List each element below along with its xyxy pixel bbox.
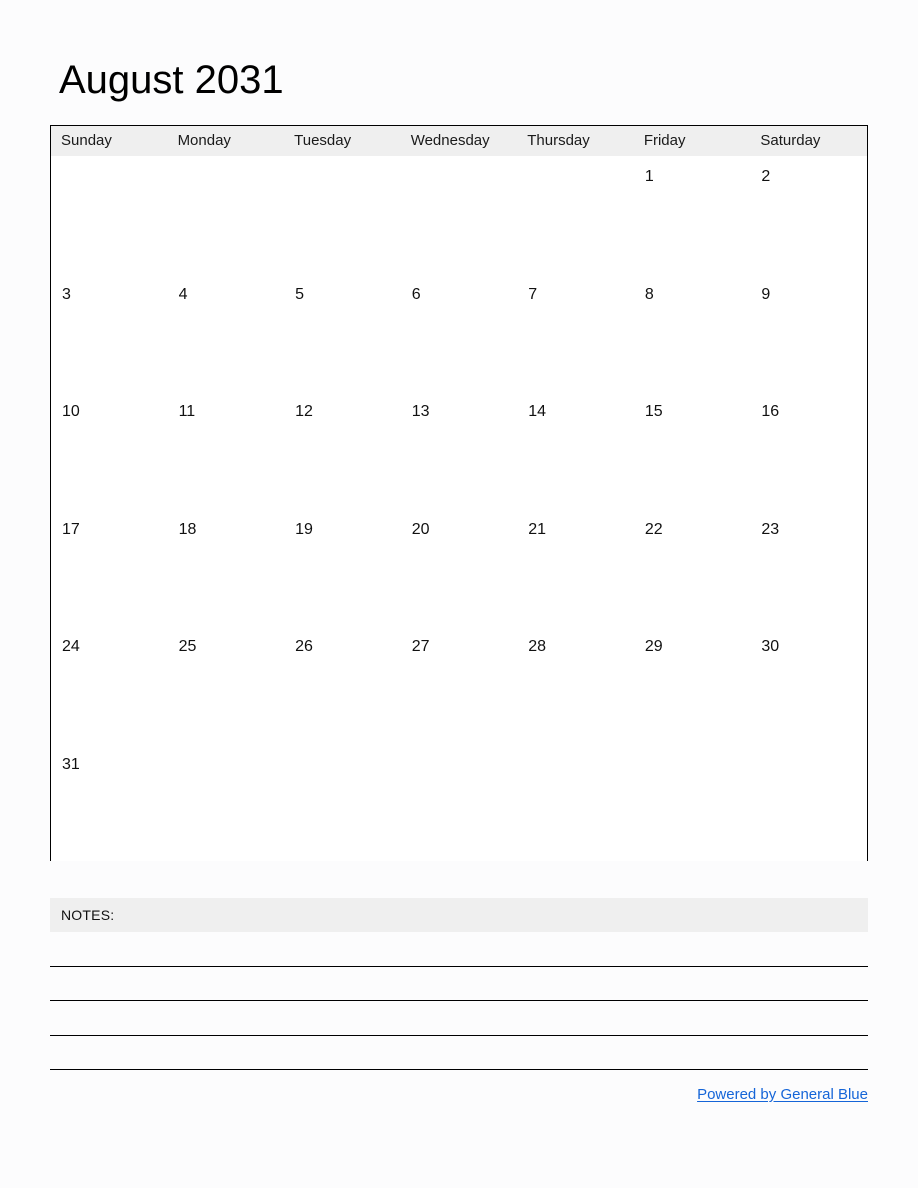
calendar-week-row — [51, 391, 867, 509]
calendar-day-cell[interactable] — [401, 626, 518, 744]
day-number: 18 — [178, 520, 197, 538]
calendar-body — [51, 156, 867, 861]
calendar-day-cell[interactable] — [517, 274, 634, 392]
calendar-day-cell[interactable] — [750, 744, 867, 862]
calendar-day-cell[interactable] — [750, 391, 867, 509]
day-number: 4 — [178, 285, 188, 303]
day-number: 26 — [295, 638, 313, 655]
notes-write-line[interactable] — [50, 1000, 868, 1001]
calendar-day-cell[interactable] — [51, 274, 168, 392]
calendar-day-cell[interactable] — [401, 509, 518, 627]
calendar-day-cell[interactable] — [284, 626, 401, 744]
calendar-header-row — [51, 126, 867, 156]
day-number: 30 — [761, 638, 780, 655]
calendar-day-cell[interactable] — [168, 156, 285, 274]
notes-write-line[interactable] — [50, 966, 868, 967]
calendar-day-cell[interactable] — [51, 391, 168, 509]
day-number: 20 — [411, 520, 430, 538]
day-number: 22 — [644, 520, 663, 538]
day-number: 21 — [528, 520, 547, 538]
notes-label: NOTES: — [61, 907, 115, 923]
day-number: 16 — [761, 403, 780, 420]
day-number: 25 — [178, 638, 197, 655]
calendar-day-cell[interactable] — [634, 274, 751, 392]
calendar-day-cell[interactable] — [634, 509, 751, 627]
calendar-day-cell[interactable] — [51, 626, 168, 744]
day-number: 8 — [644, 285, 654, 303]
calendar-day-cell[interactable] — [51, 509, 168, 627]
day-number: 6 — [411, 285, 421, 303]
calendar-day-cell[interactable] — [401, 156, 518, 274]
calendar-day-cell[interactable] — [168, 391, 285, 509]
page-title: August 2031 — [59, 58, 284, 102]
day-number: 12 — [295, 403, 313, 420]
calendar-day-cell[interactable] — [168, 744, 285, 862]
day-number: 7 — [528, 285, 538, 303]
notes-header-band — [50, 898, 868, 932]
calendar-day-cell[interactable] — [168, 274, 285, 392]
day-number: 24 — [62, 638, 80, 655]
calendar-day-cell[interactable] — [168, 626, 285, 744]
day-number: 11 — [178, 403, 196, 420]
day-number: 29 — [644, 638, 663, 655]
calendar-week-row — [51, 509, 867, 627]
notes-write-line[interactable] — [50, 1035, 868, 1036]
day-number: 2 — [761, 168, 771, 185]
powered-by-general-blue-link[interactable]: Powered by General Blue — [697, 1086, 868, 1103]
day-number: 27 — [411, 638, 430, 655]
calendar-day-cell[interactable] — [517, 509, 634, 627]
calendar-week-row — [51, 626, 867, 744]
calendar-day-cell[interactable] — [51, 156, 168, 274]
calendar-day-cell[interactable] — [401, 274, 518, 392]
calendar-week-row — [51, 744, 867, 862]
weekday-header-sunday: Sunday — [51, 126, 168, 156]
day-number: 1 — [644, 168, 654, 185]
calendar-day-cell[interactable] — [401, 744, 518, 862]
calendar-week-row — [51, 274, 867, 392]
calendar-week-row — [51, 156, 867, 274]
day-number: 23 — [761, 520, 780, 538]
calendar-day-cell[interactable] — [634, 391, 751, 509]
day-number: 14 — [528, 403, 547, 420]
calendar-day-cell[interactable] — [284, 509, 401, 627]
calendar-grid — [50, 125, 868, 861]
calendar-day-cell[interactable] — [750, 626, 867, 744]
day-number: 31 — [62, 755, 80, 773]
weekday-header-monday: Monday — [168, 126, 285, 156]
day-number: 5 — [295, 285, 305, 303]
day-number: 13 — [411, 403, 430, 420]
day-number: 15 — [644, 403, 663, 420]
day-number: 3 — [62, 285, 71, 303]
calendar-day-cell[interactable] — [517, 391, 634, 509]
calendar-day-cell[interactable] — [517, 626, 634, 744]
calendar-day-cell[interactable] — [750, 509, 867, 627]
weekday-header-wednesday: Wednesday — [401, 126, 518, 156]
day-number: 19 — [295, 520, 313, 538]
calendar-day-cell[interactable] — [284, 274, 401, 392]
calendar-day-cell[interactable] — [750, 156, 867, 274]
calendar-day-cell[interactable] — [401, 391, 518, 509]
calendar-day-cell[interactable] — [284, 156, 401, 274]
footer — [50, 1085, 868, 1105]
notes-write-line[interactable] — [50, 1069, 868, 1070]
day-number: 9 — [761, 285, 771, 303]
day-number: 28 — [528, 638, 547, 655]
weekday-header-friday: Friday — [634, 126, 751, 156]
calendar-day-cell[interactable] — [517, 744, 634, 862]
calendar-day-cell[interactable] — [284, 391, 401, 509]
calendar-table — [51, 126, 867, 861]
calendar-day-cell[interactable] — [168, 509, 285, 627]
calendar-day-cell[interactable] — [750, 274, 867, 392]
calendar-day-cell[interactable] — [51, 744, 168, 862]
day-number: 17 — [62, 520, 80, 538]
day-number: 10 — [62, 403, 80, 420]
calendar-day-cell[interactable] — [634, 744, 751, 862]
calendar-day-cell[interactable] — [634, 156, 751, 274]
weekday-header-tuesday: Tuesday — [284, 126, 401, 156]
weekday-header-thursday: Thursday — [517, 126, 634, 156]
calendar-day-cell[interactable] — [517, 156, 634, 274]
weekday-header-saturday: Saturday — [750, 126, 867, 156]
calendar-day-cell[interactable] — [634, 626, 751, 744]
calendar-day-cell[interactable] — [284, 744, 401, 862]
